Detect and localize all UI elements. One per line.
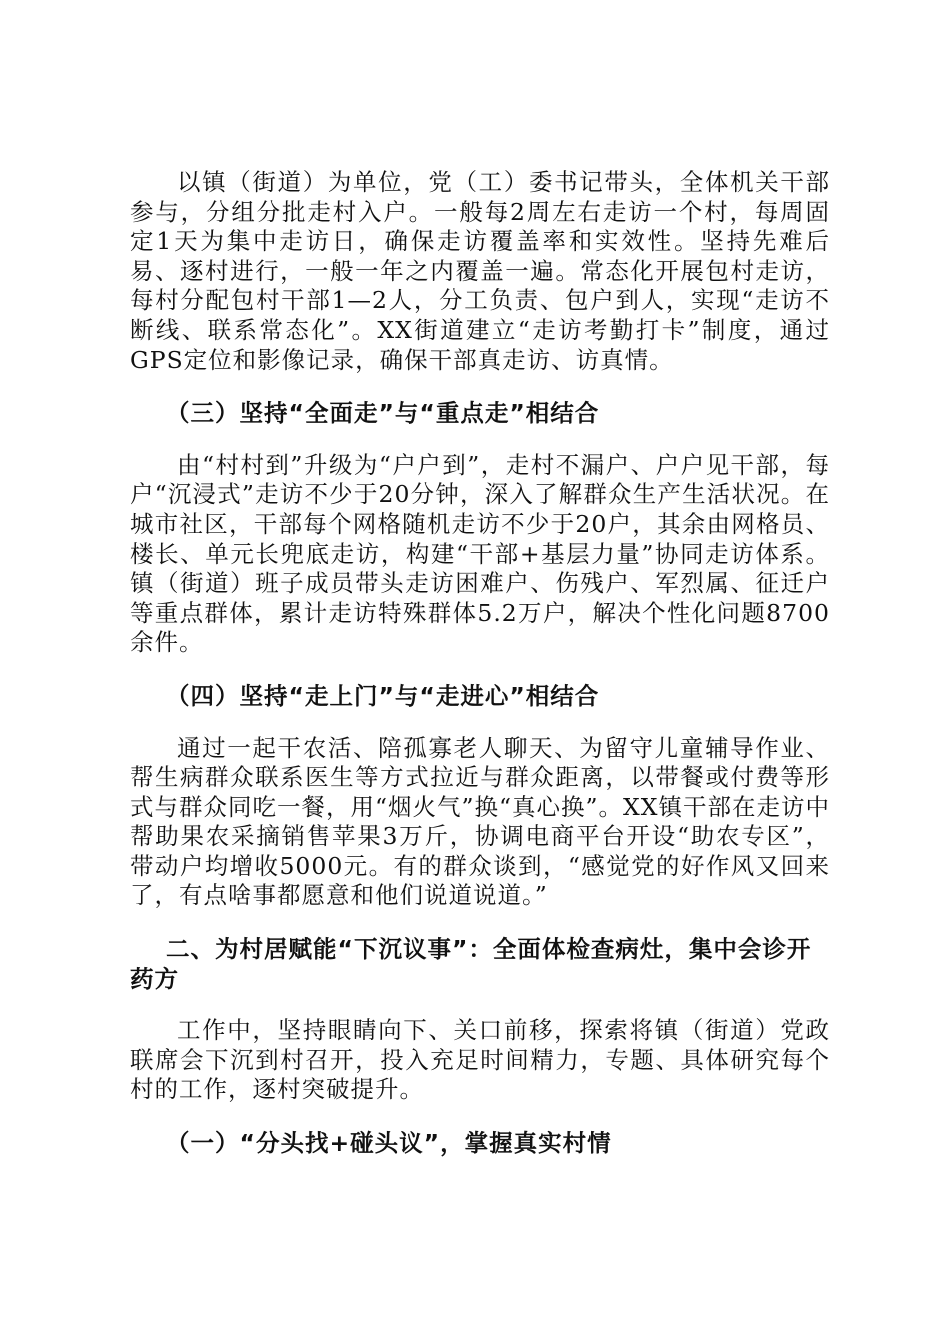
heading-subsection-1: （一）“分头找+碰头议”，掌握真实村情 [166,1129,612,1158]
heading-part-2: 二、为村居赋能“下沉议事”：全面体检查病灶，集中会诊开药方 [130,935,812,993]
heading-section-4: （四）坚持“走上门”与“走进心”相结合 [166,681,600,710]
document-page [130,168,830,1159]
heading-section-3: （三）坚持“全面走”与“重点走”相结合 [166,399,600,428]
paragraph-joint-meeting: 工作中，坚持眼睛向下、关口前移，探索将镇（街道）党政联席会下沉到村召开，投入充足时间精力，专题、具体研究每个村的工作，逐村突破提升。 [130,1016,830,1104]
paragraph-visit-schedule: 以镇（街道）为单位，党（工）委书记带头，全体机关干部参与，分组分批走村入户。一般每2周左右走访一个村，每周固定1天为集中走访日，确保走访覆盖率和实效性。坚持先难后易、逐村进行，一般一年之内覆盖一遍。常态化开展包村走访，每村分配包村干部1—2人，分工负责、包户到人，实现“走访不断线、联系常态化”。XX街道建立“走访考勤打卡”制度，通过GPS定位和影像记录，确保干部真走访、访真情。 [130,168,830,374]
paragraph-heart-visits: 通过一起干农活、陪孤寡老人聊天、为留守儿童辅导作业、帮生病群众联系医生等方式拉近与群众距离，以带餐或付费等形式与群众同吃一餐，用“烟火气”换“真心换”。XX镇干部在走访中帮助果农采摘销售苹果3万斤，协调电商平台开设“助农专区”，带动户均增收5000元。有的群众谈到，“感觉党的好作风又回来了，有点啥事都愿意和他们说道说道。” [130,733,831,910]
paragraph-household-visits: 由“村村到”升级为“户户到”，走村不漏户、户户见干部，每户“沉浸式”走访不少于20分钟，深入了解群众生产生活状况。在城市社区，干部每个网格随机走访不少于20户，其余由网格员、楼长、单元长兜底走访，构建“干部+基层力量”协同走访体系。镇（街道）班子成员带头走访困难户、伤残户、军烈属、征迁户等重点群体，累计走访特殊群体5.2万户，解决个性化问题8700余件。 [130,450,830,657]
